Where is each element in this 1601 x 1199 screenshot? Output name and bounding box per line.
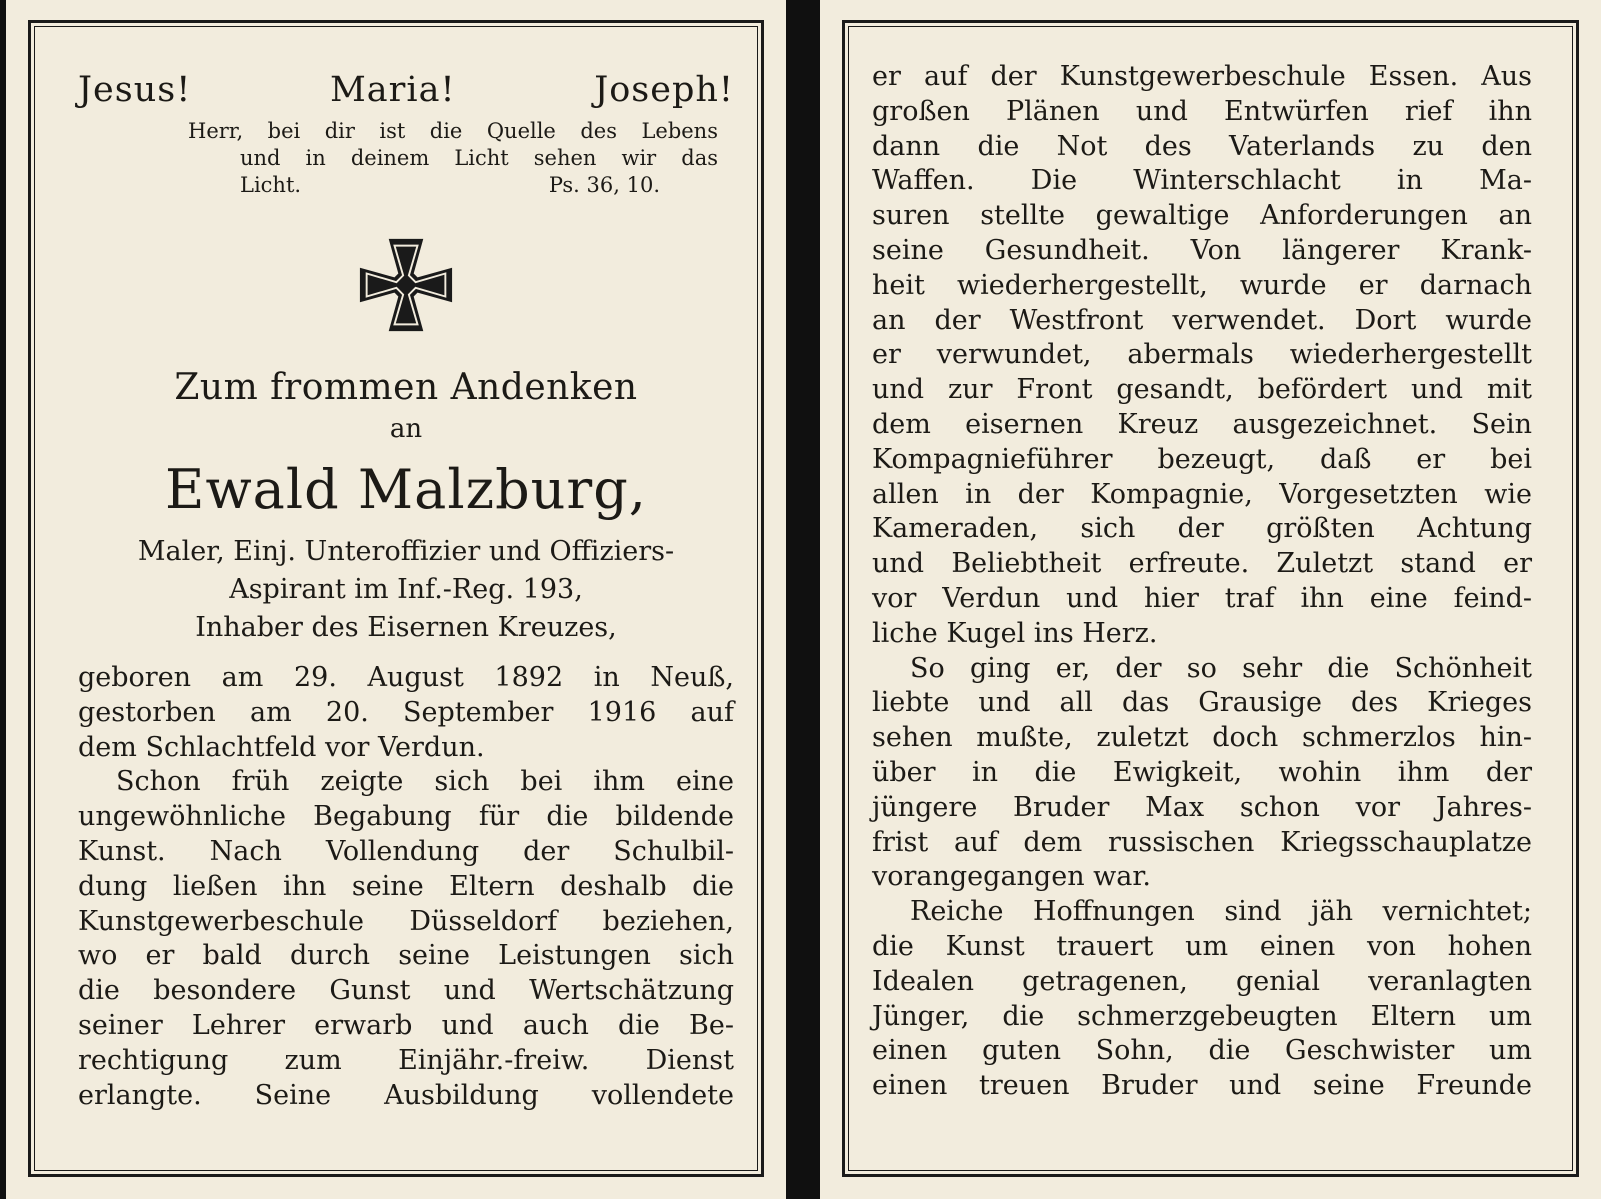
text-line: rechtigung zum Einjähr.-freiw. Dienst [78,1044,734,1076]
text-line: ungewöhnliche Begabung für die bildende [78,801,734,833]
text-line: Schon früh zeigte sich bei ihm eine [116,766,734,798]
text-line: liebte und all das Grausige des Krieges [872,687,1532,719]
text-line: suren stellte gewaltige Anforderungen an [872,200,1532,232]
text-line: vor Verdun und hier traf ihn eine feind- [872,582,1532,614]
text-line: Jünger, die schmerzgebeugten Eltern um [872,1000,1532,1032]
text-line: großen Plänen und Entwürfen rief ihn [872,95,1532,127]
psalm-last-line [188,172,660,199]
psalm-line: und in deinem Licht sehen wir das [240,146,718,170]
text-line: Kunstgewerbeschule Düsseldorf beziehen, [78,905,734,937]
psalm-line: Herr, bei dir ist die Quelle des Lebens [188,119,718,143]
text-line: die Kunst trauert um einen von hohen [872,930,1532,962]
text-line: gestorben am 20. September 1916 auf [78,696,734,728]
text-line: Waffen. Die Winterschlacht in Ma- [872,165,1532,197]
left-page-content [78,60,734,1113]
text-line: dann die Not des Vaterlands zu den [872,130,1532,162]
text-line: Kunst. Nach Vollendung der Schulbil- [78,835,734,867]
text-line: einen treuen Bruder und seine Freunde [872,1070,1532,1102]
rank-line: Maler, Einj. Unteroffizier und Offiziers- [137,536,675,567]
text-line: er verwundet, abermals wiederhergestellt [872,339,1532,371]
text-line: über in die Ewigkeit, wohin ihm der [872,756,1532,788]
text-line: heit wiederhergestellt, wurde er darnach [872,269,1532,301]
memorial-heading-an: an [389,414,423,444]
text-line: seine Gesundheit. Von längerer Krank- [872,234,1532,266]
rank-line: Aspirant im Inf.-Reg. 193, [229,574,583,605]
right-page-content [872,60,1532,1104]
text-line: dung ließen ihn seine Eltern deshalb die [78,870,734,902]
iron-cross-svg [358,237,454,333]
text-line: Kameraden, sich der größten Achtung [872,513,1532,545]
deceased-name: Ewald Malzburg, [165,458,647,521]
psalm-reference: Ps. 36, 10. [548,173,660,197]
text-line: er auf der Kunstgewerbeschule Essen. Aus [872,61,1532,92]
invocation-jesus: Jesus! [78,70,192,110]
text-line: dem eisernen Kreuz ausgezeichnet. Sein [872,408,1532,440]
text-line: geboren am 29. August 1892 in Neuß, [78,662,734,693]
invocation-joseph: Joseph! [594,70,734,110]
right-page [820,0,1601,1199]
text-line: vorangegangen war. [872,861,1151,893]
invocation-maria: Maria! [329,70,456,110]
text-line: dem Schlachtfeld vor Verdun. [78,731,485,763]
memorial-heading: Zum frommen Andenken [174,367,638,408]
invocation-line [78,70,734,110]
iron-cross-icon [78,237,734,337]
text-line: die besondere Gunst und Wertschätzung [78,975,734,1007]
text-line: frist auf dem russischen Kriegsschauplatze [872,826,1532,858]
rank-block [78,533,734,647]
text-line: liche Kugel ins Herz. [872,617,1158,649]
psalm-last-word: Licht. [240,173,302,197]
text-line: allen in der Kompagnie, Vorgesetzten wie [872,478,1532,510]
text-line: und zur Front gesandt, befördert und mit [872,374,1532,406]
text-line: und Beliebtheit erfreute. Zuletzt stand er [872,548,1532,580]
text-line: Idealen getragenen, genial veranlagten [872,965,1532,997]
text-line: erlangte. Seine Ausbildung vollendete [78,1079,734,1111]
text-line: wo er bald durch seine Leistungen sich [78,940,734,972]
left-page [6,0,786,1199]
text-line: sehen mußte, zuletzt doch schmerzlos hin- [872,722,1532,754]
left-body-text [78,661,734,1113]
text-line: an der Westfront verwendet. Dort wurde [872,304,1532,336]
text-line: jüngere Bruder Max schon vor Jahres- [872,791,1532,823]
text-line: einen guten Sohn, die Geschwister um [872,1035,1532,1067]
text-line: seiner Lehrer erwarb und auch die Be- [78,1009,734,1041]
right-body-text [872,60,1532,1104]
psalm-quote [188,118,718,199]
text-line: Kompagnieführer bezeugt, daß er bei [872,443,1532,475]
rank-line: Inhaber des Eisernen Kreuzes, [195,612,617,643]
text-line: So ging er, der so sehr die Schönheit [910,652,1532,684]
text-line: Reiche Hoffnungen sind jäh vernichtet; [910,896,1532,928]
